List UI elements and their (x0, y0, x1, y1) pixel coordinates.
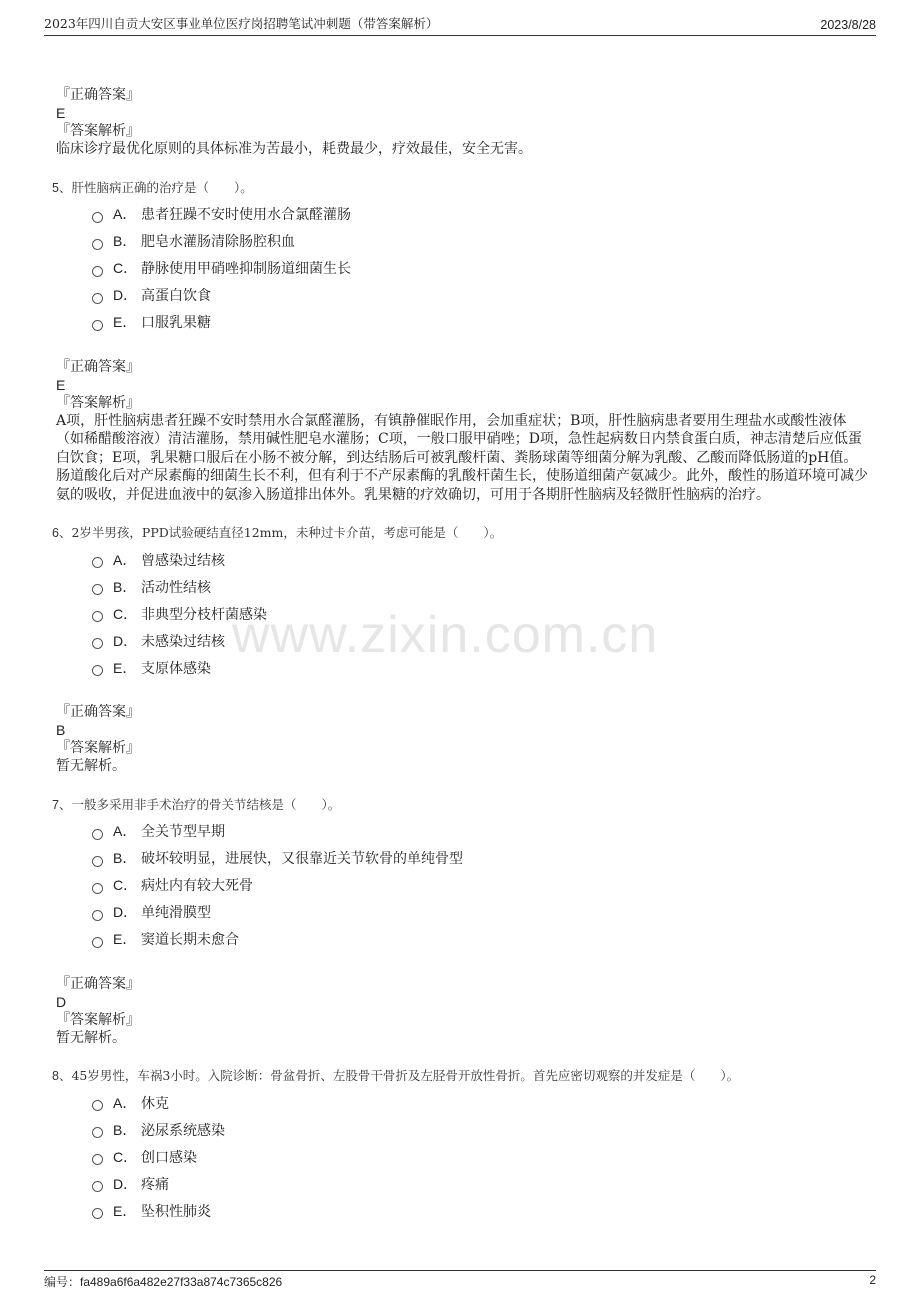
radio-icon[interactable] (92, 883, 103, 894)
answer-label: 『正确答案』 (56, 87, 140, 103)
radio-icon[interactable] (92, 910, 103, 921)
option-q6-a[interactable]: A． 曾感染过结核 (92, 546, 868, 573)
option-q6-e[interactable]: E． 支原体感染 (92, 654, 868, 681)
option-q7-e[interactable]: E． 窦道长期未愈合 (92, 926, 868, 953)
option-q6-b[interactable]: B． 活动性结核 (92, 573, 868, 600)
radio-icon[interactable] (92, 1181, 103, 1192)
radio-icon[interactable] (92, 638, 103, 649)
analysis-label: 『答案解析』 (56, 740, 140, 756)
radio-icon[interactable] (92, 1154, 103, 1165)
question-6: 6、2岁半男孩，PPD试验硬结直径12mm，未种过卡介苗，考虑可能是（ ）。 (52, 525, 503, 540)
watermark: www.zixin.com.cn (232, 606, 659, 664)
option-q5-d[interactable]: D． 高蛋白饮食 (92, 282, 868, 309)
option-q8-b[interactable]: B． 泌尿系统感染 (92, 1116, 868, 1143)
radio-icon[interactable] (92, 829, 103, 840)
option-q7-a[interactable]: A． 全关节型早期 (92, 818, 868, 845)
radio-icon[interactable] (92, 212, 103, 223)
radio-icon[interactable] (92, 1208, 103, 1219)
page-footer (44, 1270, 876, 1291)
question-7: 7、一般多采用非手术治疗的骨关节结核是（ ）。 (52, 796, 341, 812)
analysis-text: A项，肝性脑病患者狂躁不安时禁用水合氯醛灌肠，有镇静催眠作用，会加重症状；B项，肝性脑病患者要用生理盐水或酸性液体（如稀醋酸溶液）清洁灌肠，禁用碱性肥皂水灌肠；C项，一般口服甲硝唑；D项，急性起病数日内禁食蛋白质，神志清楚后应低蛋白饮食；E项，乳果糖口服后在小肠不被分解，到达结肠后可被乳酸杆菌、粪肠球菌等细菌分解为乳酸、乙酸而降低肠道的pH值。肠道酸化后对产尿素酶的细菌生长不利，但有利于不产尿素酶的乳酸杆菌生长，使肠道细菌产氨减少。此外，酸性的肠道环境可减少氨的吸收，并促进血液中的氨渗入肠道排出体外。乳果糖的疗效确切，可用于各期肝性脑病及轻微肝性脑病的治疗。 (56, 412, 868, 503)
q5-answer-block (56, 358, 868, 505)
answer-label: 『正确答案』 (56, 704, 140, 720)
answer-label: 『正确答案』 (56, 358, 140, 375)
options-q7 (56, 818, 868, 953)
radio-icon[interactable] (92, 1127, 103, 1138)
analysis-label: 『答案解析』 (56, 1011, 140, 1028)
answer-value: B (56, 722, 66, 738)
option-q6-c[interactable]: C． 非典型分枝杆菌感染 (92, 600, 868, 627)
analysis-text: 暂无解析。 (56, 758, 126, 774)
radio-icon[interactable] (92, 557, 103, 568)
answer-value: D (56, 993, 67, 1010)
radio-icon[interactable] (92, 239, 103, 250)
options-q5 (56, 201, 868, 336)
radio-icon[interactable] (92, 584, 103, 595)
option-q7-d[interactable]: D． 单纯滑膜型 (92, 899, 868, 926)
radio-icon[interactable] (92, 1100, 103, 1111)
page-number: 2 (869, 1273, 876, 1287)
option-q7-c[interactable]: C． 病灶内有较大死骨 (92, 872, 868, 899)
analysis-label: 『答案解析』 (56, 394, 140, 411)
option-q6-d[interactable]: D． 未感染过结核 (92, 627, 868, 654)
radio-icon[interactable] (92, 856, 103, 867)
analysis-text: 临床诊疗最优化原则的具体标准为苦最小，耗费最少，疗效最佳，安全无害。 (56, 141, 532, 157)
content (52, 86, 868, 1246)
question-5: 5、肝性脑病正确的治疗是（ ）。 (52, 179, 253, 195)
document-date: 2023/8/28 (820, 18, 876, 32)
answer-value: E (56, 105, 66, 121)
options-q8 (56, 1089, 868, 1224)
radio-icon[interactable] (92, 320, 103, 331)
analysis-label: 『答案解析』 (56, 123, 140, 139)
q7-answer-block (56, 975, 868, 1048)
radio-icon[interactable] (92, 937, 103, 948)
option-q8-e[interactable]: E． 坠积性肺炎 (92, 1197, 868, 1224)
analysis-text: 暂无解析。 (56, 1029, 126, 1046)
prev-answer-block (56, 86, 868, 159)
option-q5-e[interactable]: E． 口服乳果糖 (92, 309, 868, 336)
radio-icon[interactable] (92, 293, 103, 304)
option-q5-b[interactable]: B． 肥皂水灌肠清除肠腔积血 (92, 228, 868, 255)
question-8: 8、45岁男性，车祸3小时。入院诊断：骨盆骨折、左股骨干骨折及左胫骨开放性骨折。首先应密切观察的并发症是（ ）。 (52, 1068, 740, 1083)
option-q7-b[interactable]: B． 破坏较明显，进展快，又很靠近关节软骨的单纯骨型 (92, 845, 868, 872)
radio-icon[interactable] (92, 665, 103, 676)
option-q8-d[interactable]: D． 疼痛 (92, 1170, 868, 1197)
option-q5-c[interactable]: C． 静脉使用甲硝唑抑制肠道细菌生长 (92, 255, 868, 282)
option-q8-c[interactable]: C． 创口感染 (92, 1143, 868, 1170)
radio-icon[interactable] (92, 611, 103, 622)
option-q5-a[interactable]: A． 患者狂躁不安时使用水合氯醛灌肠 (92, 201, 868, 228)
document-title: 2023年四川自贡大安区事业单位医疗岗招聘笔试冲刺题（带答案解析） (44, 16, 439, 31)
page-header (44, 12, 876, 36)
answer-label: 『正确答案』 (56, 975, 140, 992)
document-code: 编号：fa489a6f6a482e27f33a874c7365c826 (44, 1275, 283, 1289)
option-q8-a[interactable]: A． 休克 (92, 1089, 868, 1116)
options-q6 (56, 546, 868, 681)
radio-icon[interactable] (92, 266, 103, 277)
q6-answer-block (56, 703, 868, 776)
answer-value: E (56, 376, 66, 393)
